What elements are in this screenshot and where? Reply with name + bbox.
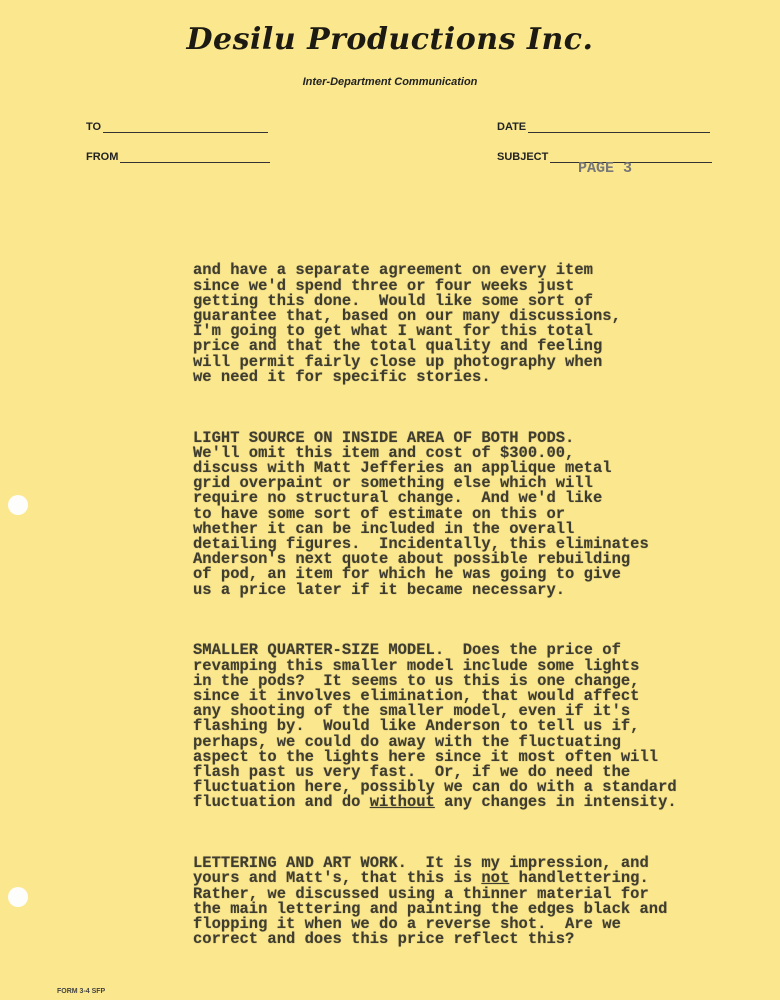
from-field <box>86 151 270 163</box>
paragraph-quarter-size-model <box>193 643 713 810</box>
text: any changes in intensity. <box>434 793 677 812</box>
from-label: FROM <box>86 151 119 163</box>
punch-hole <box>8 887 28 907</box>
to-label: TO <box>86 121 102 133</box>
paragraph-lettering <box>193 856 713 947</box>
memo-body <box>193 233 713 978</box>
company-letterhead: Desilu Productions Inc. <box>186 22 594 57</box>
underlined-word: without <box>369 793 435 812</box>
punch-hole <box>8 495 28 515</box>
to-field <box>86 121 268 133</box>
text: handlettering. Rather, we discussed using a thinner material for the main lettering and painting the edges black and flopping it when we do a reverse shot. Are we correct and does this price reflect this? <box>193 869 668 949</box>
date-label: DATE <box>497 121 527 133</box>
letterhead-subtitle: Inter-Department Communication <box>302 76 478 88</box>
form-number: FORM 3-4 SFP <box>57 988 106 995</box>
text: SMALLER QUARTER-SIZE MODEL. Does the price of revamping this smaller model include some lights in the pods? It seems to us this is one change, since it involves elimination, that would affect any shooting of the smaller model, even if it's flashing by. Would like Anderson to tell us if, perhaps, we could do away with the fluctuating aspect to the lights here since it most often will flash past us very fast. Or, if we do need the fluctuation here, possibly we can do with a standard fluctuation and do <box>193 641 677 812</box>
paragraph-agreement: and have a separate agreement on every item since we'd spend three or four weeks just getting this done. Would like some sort of guarantee that, based on our many discussions, I'm going to get what I want for this total price and that the total quality and feeling will permit fairly close up photography when we need it for specific stories. <box>193 261 621 386</box>
paragraph-light-source: LIGHT SOURCE ON INSIDE AREA OF BOTH PODS. We'll omit this item and cost of $300.00, discuss with Matt Jefferies an applique metal grid overpaint or something else which will require no structural change. And we'd like to have some sort of estimate on this or whether it can be included in the overall detailing figures. Incidentally, this eliminates Anderson's next quote about possible rebuilding of pod, an item for which he was going to give us a price later if it became necessary. <box>193 428 649 599</box>
subject-label: SUBJECT <box>497 151 549 163</box>
date-field <box>497 121 710 133</box>
underlined-word: not <box>481 869 510 888</box>
page-number: PAGE 3 <box>578 160 633 177</box>
text: LETTERING AND ART WORK. It is my impression, and yours and Matt's, that this is <box>193 854 649 888</box>
